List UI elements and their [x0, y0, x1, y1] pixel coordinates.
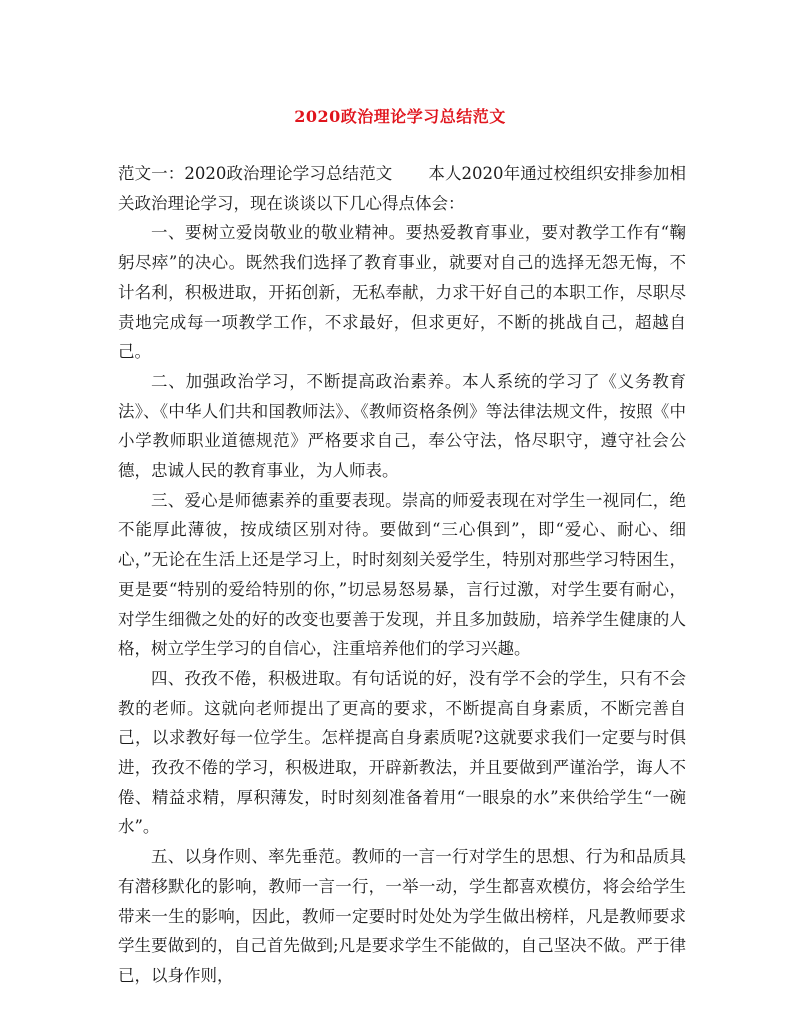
paragraph-2: 二、加强政治学习，不断提高政治素养。本人系统的学习了《义务教育法》、《中华人们共和国教师法》、《教师资格条例》等法律法规文件，按照《中小学教师职业道德规范》严格要求自己，奉公守法，恪尽职守，遵守社会公德，忠诚人民的教育事业，为人师表。 — [118, 371, 686, 481]
document-body — [118, 159, 686, 991]
intro-paragraph — [118, 159, 686, 218]
paragraph-4: 四、孜孜不倦，积极进取。有句话说的好，没有学不会的学生，只有不会教的老师。这就向老师提出了更高的要求，不断提高自身素质，不断完善自己，以求教好每一位学生。怎样提高自身素质呢?这就要求我们一定要与时俱进，孜孜不倦的学习，积极进取，开辟新教法，并且要做到严谨治学，诲人不倦、精益求精，厚积薄发，时时刻刻准备着用“一眼泉的水”来供给学生“一碗水”。 — [118, 668, 686, 837]
document-title: 2020政治理论学习总结范文 — [294, 107, 506, 126]
paragraph-5: 五、以身作则、率先垂范。教师的一言一行对学生的思想、行为和品质具有潜移默化的影响，教师一言一行，一举一动，学生都喜欢模仿，将会给学生带来一生的影响，因此，教师一定要时时处处为学生做出榜样，凡是教师要求学生要做到的，自己首先做到;凡是要求学生不能做的，自己坚决不做。严于律已，以身作则， — [118, 847, 686, 985]
intro-label: 范文一：2020政治理论学习总结范文 — [118, 164, 393, 183]
paragraph-3: 三、爱心是师德素养的重要表现。崇高的师爱表现在对学生一视同仁，绝不能厚此薄彼，按成绩区别对待。要做到“三心俱到”，即“爱心、耐心、细心，”无论在生活上还是学习上，时时刻刻关爱学生，特别对那些学习特困生，更是要“特别的爱给特别的你，”切忌易怒易暴，言行过激，对学生要有耐心，对学生细微之处的好的改变也要善于发现，并且多加鼓励，培养学生健康的人格，树立学生学习的自信心，注重培养他们的学习兴趣。 — [118, 490, 686, 659]
paragraph-1: 一、要树立爱岗敬业的敬业精神。要热爱教育事业，要对教学工作有“鞠躬尽瘁”的决心。既然我们选择了教育事业，就要对自己的选择无怨无悔，不计名利，积极进取，开拓创新，无私奉献，力求干好自己的本职工作，尽职尽责地完成每一项教学工作，不求最好，但求更好，不断的挑战自己，超越自己。 — [118, 223, 686, 362]
intro-text: 本人2020年通过校组织安排参加相关政治理论学习，现在谈谈以下几心得点体会： — [118, 164, 686, 213]
